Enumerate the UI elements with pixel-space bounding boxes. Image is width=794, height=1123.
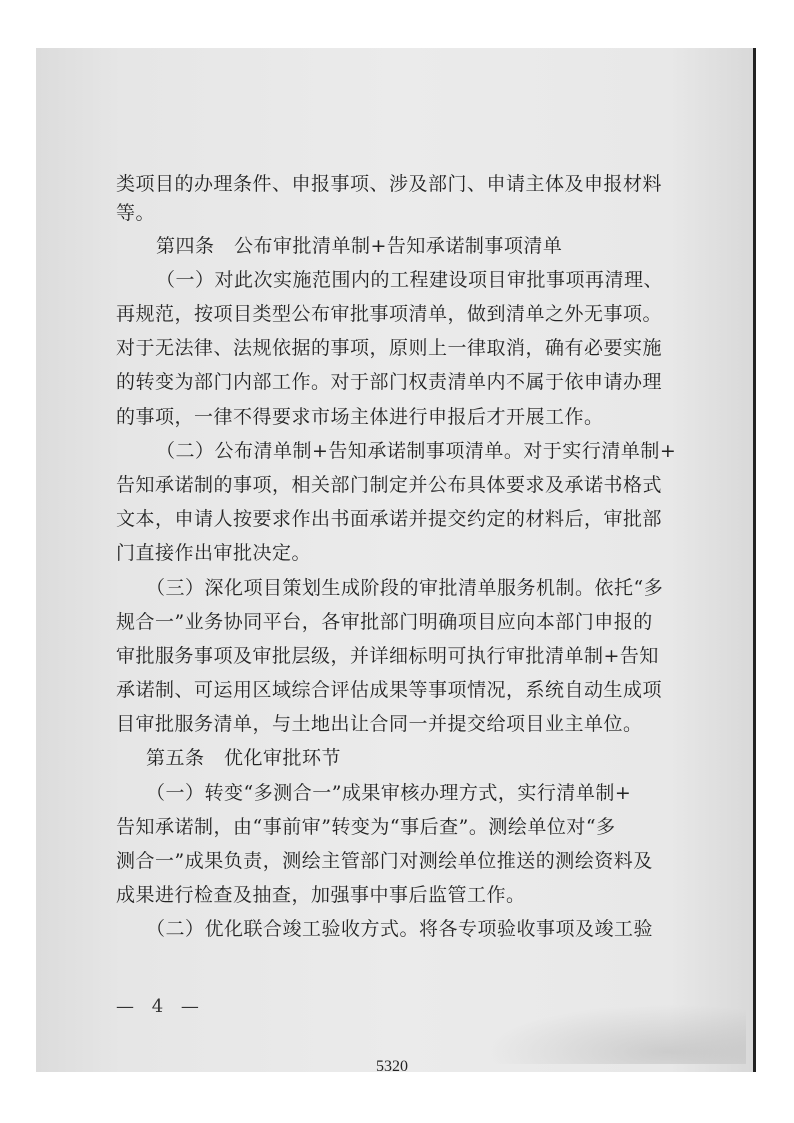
body-line: 对于无法律、法规依据的事项，原则上一律取消，确有必要实施 bbox=[116, 337, 663, 359]
page-shadow bbox=[486, 1004, 746, 1064]
article-heading: 第四条 公布审批清单制+告知承诺制事项清单 bbox=[156, 235, 563, 257]
body-line: 再规范，按项目类型公布审批事项清单，做到清单之外无事项。 bbox=[116, 303, 663, 325]
body-line: 承诺制、可运用区域综合评估成果等事项情况，系统自动生成项 bbox=[116, 679, 663, 701]
body-line: 规合一”业务协同平台，各审批部门明确项目应向本部门申报的 bbox=[116, 611, 653, 633]
body-line: （一）对此次实施范围内的工程建设项目审批事项再清理、 bbox=[156, 269, 664, 291]
document-page bbox=[36, 48, 756, 1072]
body-line: 目审批服务清单，与土地出让合同一并提交给项目业主单位。 bbox=[116, 713, 643, 735]
body-line: （一）转变“多测合一”成果审核办理方式，实行清单制+ bbox=[146, 782, 632, 804]
body-line: 门直接作出审批决定。 bbox=[116, 542, 312, 564]
body-line: 成果进行检查及抽查，加强事中事后监管工作。 bbox=[116, 884, 526, 906]
page-number: — 4 — bbox=[116, 996, 205, 1017]
body-line: 测合一”成果负责，测绘主管部门对测绘单位推送的测绘资料及 bbox=[116, 850, 653, 872]
body-line: （二）优化联合竣工验收方式。将各专项验收事项及竣工验 bbox=[146, 918, 654, 940]
body-line: 文本，申请人按要求作出书面承诺并提交约定的材料后，审批部 bbox=[116, 508, 663, 530]
body-line: （三）深化项目策划生成阶段的审批清单服务机制。依托“多 bbox=[146, 577, 664, 599]
body-line: 等。 bbox=[116, 202, 156, 224]
body-line: 类项目的办理条件、申报事项、涉及部门、申请主体及申报材料 bbox=[116, 173, 663, 195]
body-line: （二）公布清单制+告知承诺制事项清单。对于实行清单制+ bbox=[156, 440, 677, 462]
body-line: 告知承诺制的事项，相关部门制定并公布具体要求及承诺书格式 bbox=[116, 474, 663, 496]
body-line: 审批服务事项及审批层级，并详细标明可执行审批清单制+告知 bbox=[116, 645, 659, 667]
body-line: 的转变为部门内部工作。对于部门权责清单内不属于依申请办理 bbox=[116, 371, 663, 393]
body-line: 告知承诺制，由“事前审”转变为“事后查”。测绘单位对“多 bbox=[116, 816, 616, 838]
body-line: 的事项，一律不得要求市场主体进行申报后才开展工作。 bbox=[116, 406, 604, 428]
article-heading: 第五条 优化审批环节 bbox=[146, 747, 342, 769]
footer-number: 5320 bbox=[376, 1058, 408, 1072]
